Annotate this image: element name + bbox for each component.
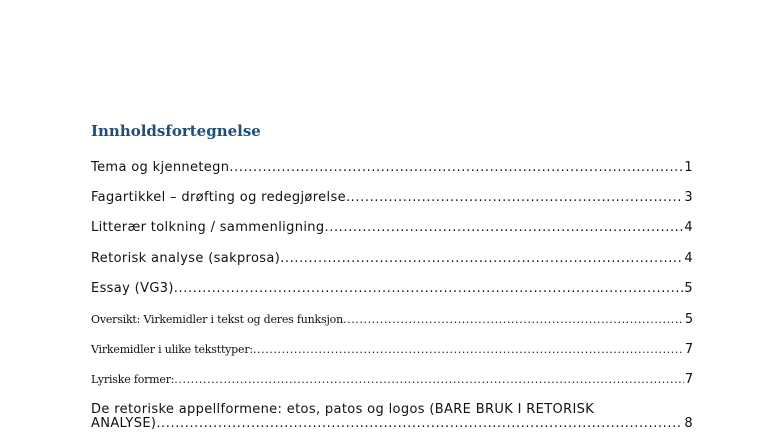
toc-entry-label: De retoriske appellformene: etos, patos og logos (BARE BRUK I RETORISK [91,402,595,417]
toc-entry-label: Fagartikkel – drøfting og redegjørelse [91,190,346,205]
toc-page-number: 1 [684,160,693,175]
toc-page-number: 7 [684,372,693,387]
toc-entry[interactable] [91,281,693,296]
toc-entry[interactable] [91,312,693,327]
toc-leader-dots [253,343,684,356]
toc-leader-dots [343,313,684,326]
toc-page-number: 8 [684,416,693,431]
toc-entry-label: Essay (VG3) [91,281,174,296]
toc-leader-dots [346,190,683,205]
toc-leader-dots [280,251,683,266]
toc-entry-label: Litterær tolkning / sammenligning [91,220,325,235]
toc-page-number: 3 [684,190,693,205]
toc-page-number: 5 [684,281,693,296]
toc-leader-dots [174,281,684,296]
toc-entry-label: Virkemidler i ulike teksttyper: [91,343,253,356]
toc-leader-dots [174,373,684,386]
toc-entry[interactable] [91,160,693,175]
toc-page-number: 4 [684,220,693,235]
toc-leader-dots [324,220,683,235]
toc-entry[interactable] [91,403,693,431]
toc-entry-label: Lyriske former: [91,373,175,386]
toc-page-number: 4 [684,251,693,266]
toc-leader-dots [229,160,683,175]
toc-entry[interactable] [91,372,693,387]
toc-entry[interactable] [91,190,693,205]
toc-page-number: 7 [684,342,693,357]
toc-entry-label-continued: ANALYSE) [91,416,157,431]
toc-entry-label: Oversikt: Virkemidler i tekst og deres funksjon [91,313,343,326]
toc-leader-dots [156,417,683,431]
toc-entry[interactable] [91,220,693,235]
toc-entry-label: Tema og kjennetegn [91,160,230,175]
toc-entry[interactable] [91,251,693,266]
toc-entry[interactable] [91,342,693,357]
toc-page-number: 5 [684,312,693,327]
toc-entry-label: Retorisk analyse (sakprosa) [91,251,281,266]
toc-title: Innholdsfortegnelse [91,122,261,140]
